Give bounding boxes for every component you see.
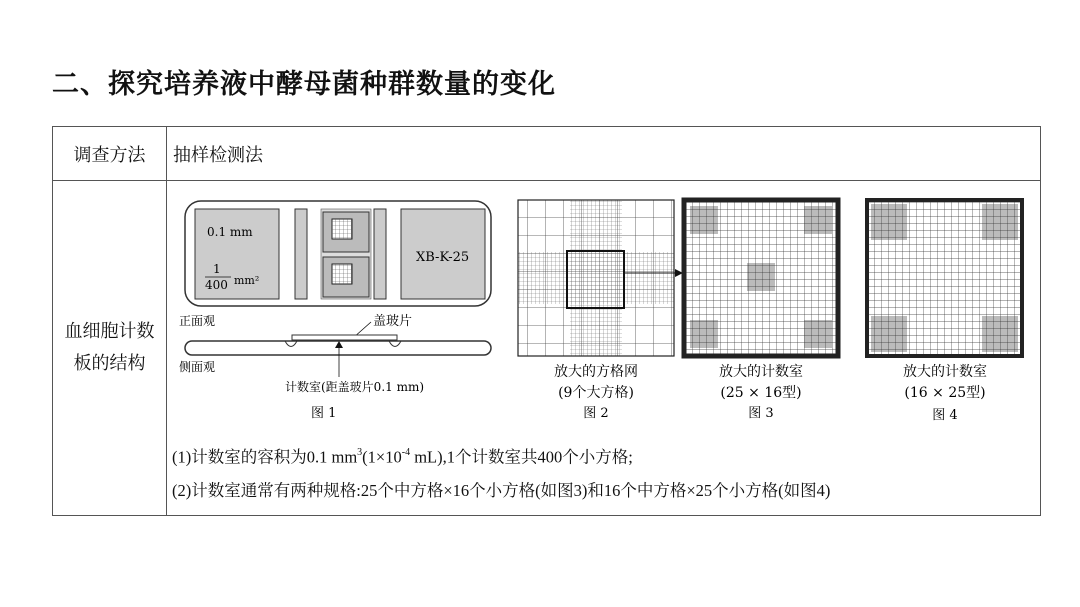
side-view-label: 侧面观 (179, 360, 216, 374)
chamber-note: 计数室(距盖玻片0.1 mm) (285, 380, 425, 394)
figure-4 (867, 200, 1022, 423)
structure-label-line2: 板的结构 (73, 353, 146, 374)
fig4-title: 放大的计数室 (903, 364, 987, 380)
fig1-caption: 图 1 (311, 406, 337, 421)
frac-unit: mm² (234, 274, 260, 287)
dim-text: 0.1 mm (207, 225, 253, 239)
frac-num: 1 (213, 262, 221, 276)
fig3-subtitle: (25 × 16型) (720, 385, 802, 401)
note-1: (1)计数室的容积为0.1 $mm^3(1\times 10^{-4}$ mL),1个计数室共400个小方格; (172, 447, 633, 467)
fig4-subtitle: (16 × 25型) (904, 385, 986, 401)
info-table (52, 126, 1041, 516)
notes (172, 437, 830, 507)
fig3-caption: 图 3 (748, 406, 774, 421)
method-value: 抽样检测法 (167, 127, 1041, 181)
fig2-caption: 图 2 (583, 406, 609, 421)
figure-3 (684, 200, 838, 421)
structure-label-line1: 血细胞计数 (64, 321, 155, 342)
fig2-title: 放大的方格网 (554, 364, 638, 380)
model-label: XB-K-25 (416, 250, 470, 265)
table-row-method (53, 127, 1041, 181)
table-row-structure (53, 181, 1041, 516)
fig3-title: 放大的计数室 (719, 364, 803, 380)
structure-cell (167, 181, 1041, 516)
figure-1 (179, 201, 491, 421)
method-label: 调查方法 (53, 127, 167, 181)
structure-label (53, 181, 167, 516)
page-title: 二、探究培养液中酵母菌种群数量的变化 (52, 69, 556, 100)
figure-2 (518, 200, 683, 421)
note-2: (2)计数室通常有两种规格:25个中方格×16个小方格(如图3)和16个中方格×25个小方格(如图4) (172, 480, 831, 500)
fig4-caption: 图 4 (932, 408, 958, 423)
frac-den: 400 (205, 278, 228, 292)
cover-slip-label: 盖玻片 (373, 314, 413, 329)
fig2-subtitle: (9个大方格) (558, 385, 634, 401)
front-view-label: 正面观 (179, 314, 216, 328)
